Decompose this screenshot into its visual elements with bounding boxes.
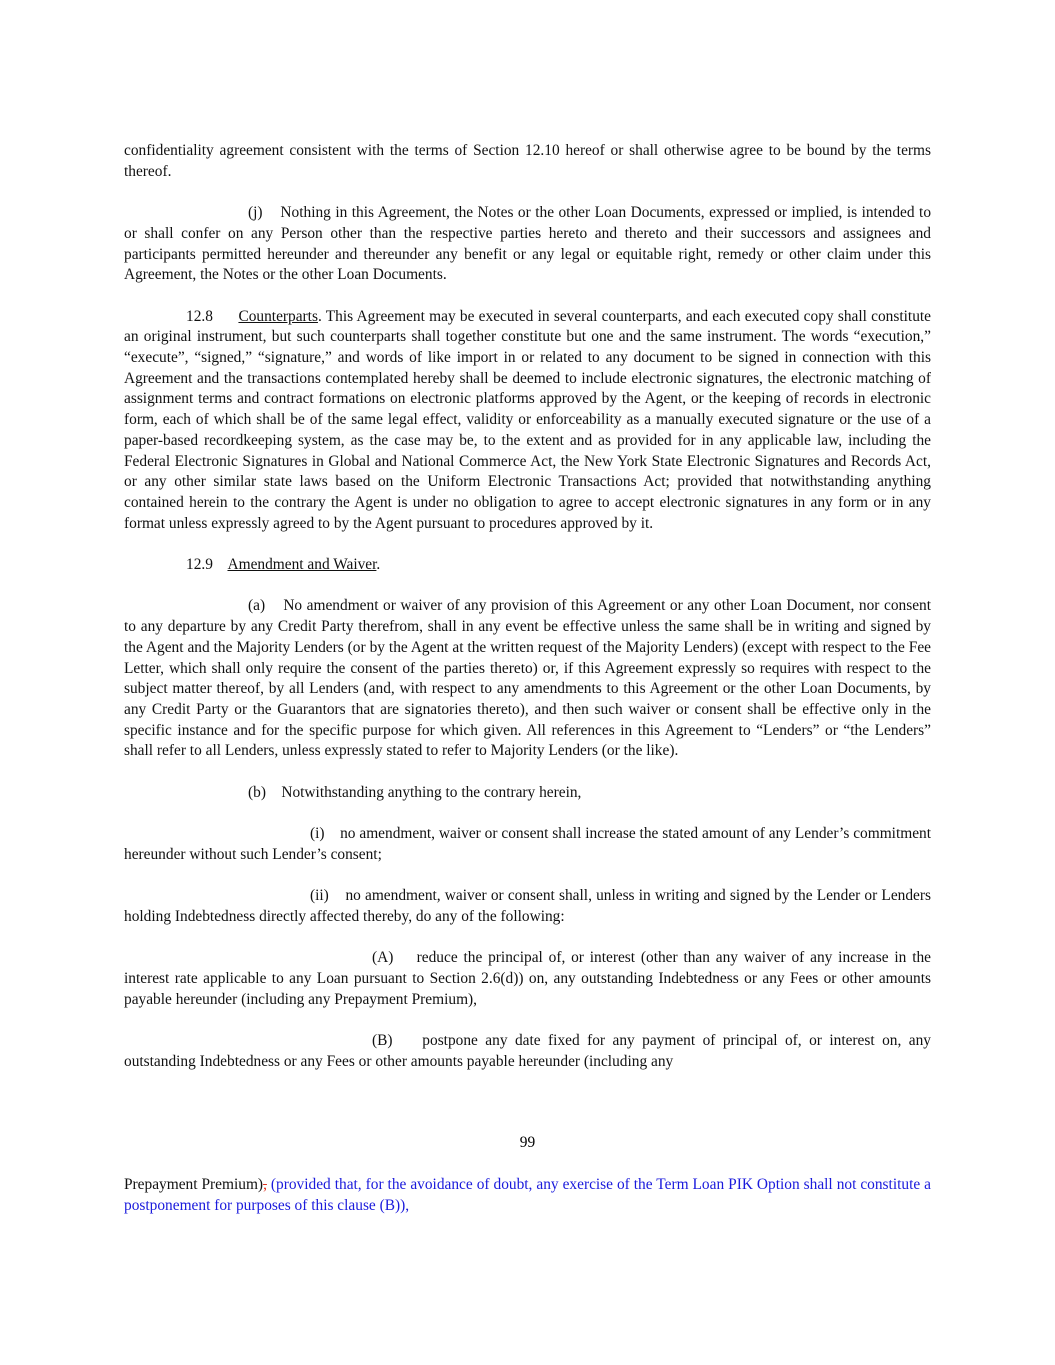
clause-a — [124, 596, 931, 762]
section-12-9-heading — [124, 555, 931, 576]
page-number: 99 — [519, 1134, 536, 1151]
section-12-8 — [124, 307, 931, 535]
document-body — [124, 141, 931, 1073]
section-title: Counterparts — [238, 307, 318, 325]
clause-A — [124, 948, 931, 1010]
section-text: . This Agreement may be executed in several counterparts, and each executed copy shall constitute an original instrument, but such counterparts shall together constitute but one and the same instrument. The words “execution,” “execute”, “signed,” “signature,” and words of like import in or related to any document to be signed in connection with this Agreement and the transactions contemplated hereby shall be deemed to include electronic signatures, the electronic matching of assignment terms and contract formations on electronic platforms approved by the Agent, or the keeping of records in electronic form, each of which shall be of the same legal effect, validity or enforceability as a manually executed signature or the use of a paper-based recordkeeping system, as the case may be, to the extent and as provided for in any applicable law, including the Federal Electronic Signatures in Global and National Commerce Act, the New York State Electronic Signatures and Records Act, or any other similar state laws based on the Uniform Electronic Transactions Act; provided that notwithstanding anything contained herein to the contrary the Agent is under no obligation to agree to accept electronic signatures in any form or in any format unless expressly agreed to by the Agent pursuant to procedures approved by it. — [124, 307, 931, 532]
paragraph-text: confidentiality agreement consistent with the terms of Section 12.10 hereof or shall otherwise agree to be bound by the terms thereof. — [124, 142, 931, 180]
deleted-text: , — [263, 1176, 267, 1193]
clause-text: no amendment, waiver or consent shall increase the stated amount of any Lender’s commitment hereunder without such Lender’s consent; — [124, 825, 931, 863]
section-number: 12.8 — [186, 307, 213, 325]
clause-text: Notwithstanding anything to the contrary herein, — [281, 783, 582, 801]
clause-label: (i) — [310, 825, 325, 843]
clause-label: (b) — [248, 783, 266, 801]
continuation-text: Prepayment Premium) — [124, 1176, 264, 1193]
clause-b — [124, 783, 931, 804]
section-number: 12.9 — [186, 556, 213, 574]
clause-label: (A) — [372, 949, 394, 967]
section-punctuation: . — [376, 556, 381, 574]
clause-label: (B) — [372, 1032, 393, 1050]
section-title: Amendment and Waiver — [227, 556, 377, 574]
clause-j — [124, 203, 931, 286]
clause-label: (a) — [248, 597, 266, 615]
clause-B — [124, 1031, 931, 1072]
clause-text: No amendment or waiver of any provision of this Agreement or any other Loan Document, nor consent to any departure by any Credit Party therefrom, shall in any event be effective unless the same shall be in writing and signed by the Agent and the Majority Lenders (or by the Agent at the written request of the Majority Lenders) (except with respect to the Fee Letter, which shall only require the consent of the parties thereto) or, if this Agreement expressly so requires with respect to the subject matter thereof, by all Lenders (and, with respect to any amendments to this Agreement or the other Loan Documents, by any Credit Party or the Guarantors that are signatories thereto), and then such waiver or consent shall be effective only in the specific instance and for the specific purpose for which given. All references in this Agreement to “Lenders” or “the Lenders” shall refer to all Lenders, unless expressly stated to refer to Majority Lenders (or the like). — [124, 597, 932, 760]
clause-ii — [124, 886, 931, 927]
continuation-paragraph — [124, 1175, 931, 1216]
clause-label: (ii) — [310, 887, 329, 905]
paragraph-confidentiality — [124, 141, 931, 182]
clause-text: Nothing in this Agreement, the Notes or the other Loan Documents, expressed or implied, is intended to or shall confer on any Person other than the respective parties hereto and thereto and their successors and assignees and participants permitted hereunder and thereunder any benefit or any legal or equitable right, remedy or other claim under this Agreement, the Notes or the other Loan Documents. — [124, 204, 932, 284]
clause-text: no amendment, waiver or consent shall, unless in writing and signed by the Lender or Lenders holding Indebtedness directly affected thereby, do any of the following: — [124, 887, 931, 925]
clause-i — [124, 824, 931, 865]
inserted-text: (provided that, for the avoidance of doubt, any exercise of the Term Loan PIK Option shall not constitute a postponement for purposes of this clause (B)), — [124, 1176, 931, 1214]
clause-text: postpone any date fixed for any payment of principal of, or interest on, any outstanding Indebtedness or any Fees or other amounts payable hereunder (including any — [124, 1032, 931, 1070]
clause-label: (j) — [248, 204, 263, 222]
clause-text: reduce the principal of, or interest (other than any waiver of any increase in the interest rate applicable to any Loan pursuant to Section 2.6(d)) on, any outstanding Indebtedness or any Fees or other amounts payable hereunder (including any Prepayment Premium), — [124, 949, 931, 1008]
